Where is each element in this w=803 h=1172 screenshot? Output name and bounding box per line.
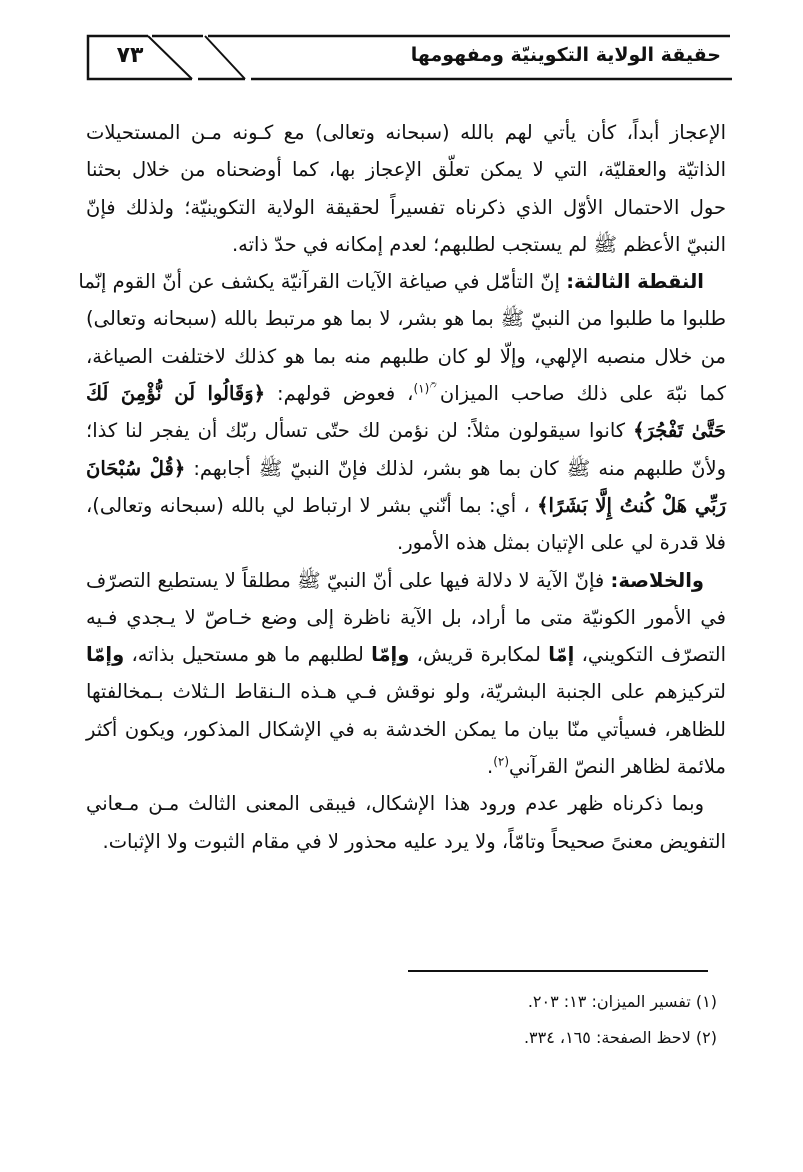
text-span: فإنّ الآية لا دلالة فيها على أنّ النبيّ ﷺ مطلقاً لا يستطيع التصرّف xyxy=(86,568,605,592)
text-span: كانوا سيقولون مثلاً: لن نؤمن لك حتّى تسأل ربّك أن يفجر لنا كذا؛ xyxy=(86,419,626,443)
quran-verse: حَتَّىٰ تَفْجُرَ﴾ xyxy=(633,419,726,443)
quran-verse: رَبِّي هَلْ كُنتُ إِلَّا بَشَرًا﴾ xyxy=(537,493,726,517)
text-line: حول الاحتمال الأوّل الذي ذكرناه تفسيراً لحقيقة الولاية التكوينيّة؛ ولذلك فإنّ xyxy=(86,195,726,219)
text-line: في الأمور الكونيّة متى ما أراد، بل الآية ناظرة إلى وضع خـاصّ لا يـجدي فـيه xyxy=(86,605,726,629)
emphasis: إمّا xyxy=(548,643,575,667)
footnote-1: (١) تفسير الميزان: ١٣: ٢٠٣. xyxy=(527,992,717,1011)
emphasis: وإمّا xyxy=(86,643,125,667)
section-lead: والخلاصة: xyxy=(610,568,705,592)
text-line: الذاتيّة والعقليّة، التي لا يمكن تعلّق الإعجاز بها، كما أوضحناه من خلال بحثنا xyxy=(86,158,726,182)
quran-verse: ﴿وَقَالُوا لَن نُّؤْمِنَ لَكَ xyxy=(86,382,266,406)
text-line: التفويض معنىً صحيحاً وتامّاً، ولا يرد عليه محذور لا في مقام الثبوت ولا الإثبات. xyxy=(102,829,726,853)
text-span: . xyxy=(487,755,494,779)
text-span: لمكابرة قريش، xyxy=(416,643,541,667)
text-line xyxy=(86,412,726,449)
text-line xyxy=(86,450,726,487)
text-line xyxy=(86,375,726,412)
text-line xyxy=(86,748,726,785)
text-line: وبما ذكرناه ظهر عدم ورود هذا الإشكال، فيبقى المعنى الثالث مـن مـعاني xyxy=(86,792,704,816)
text-line: فلا قدرة لي على الإتيان بمثل هذه الأمور. xyxy=(397,531,726,555)
text-line: النبيّ الأعظم ﷺ لم يستجب لطلبهم؛ لعدم إمكانه في حدّ ذاته. xyxy=(231,232,726,256)
text-line xyxy=(86,636,726,673)
text-span: التصرّف التكويني، xyxy=(581,643,726,667)
text-span: ولأنّ طلبهم منه ﷺ كان بما هو بشر، لذلك فإنّ النبيّ ﷺ أجابهم: xyxy=(193,456,726,480)
page-number: ٧٣ xyxy=(116,43,144,68)
body-text xyxy=(78,114,727,860)
text-line xyxy=(86,487,726,524)
text-line: من خلال منصبه الإلهي، وإلّا لو كان طلبهم منه بما هو كذلك لاختلفت الصياغة، xyxy=(86,344,726,368)
quran-verse: ﴿قُلْ سُبْحَانَ xyxy=(86,456,186,480)
text-line xyxy=(86,562,726,599)
paragraph-4 xyxy=(86,785,726,860)
paragraph-3 xyxy=(86,562,726,786)
text-span: لطلبهم ما هو مستحيل بذاته، xyxy=(131,643,364,667)
text-span: كما نبّهَ على ذلك صاحب الميزان ؒ xyxy=(429,382,727,406)
paragraph-1 xyxy=(86,114,726,263)
footnote-separator xyxy=(408,970,708,972)
section-lead: النقطة الثالثة: xyxy=(566,270,704,294)
text-span: ، فعوض قولهم: xyxy=(277,382,414,406)
footnote-2: (٢) لاحظ الصفحة: ١٦٥، ٣٣٤. xyxy=(523,1028,717,1047)
emphasis: وإمّا xyxy=(371,643,410,667)
text-line xyxy=(78,263,726,300)
footnote-ref-1[interactable]: (١) xyxy=(413,381,430,396)
footnotes xyxy=(524,984,717,1056)
text-line: لتركيزهم على الجنبة البشريّة، ولو نوقش فـي هـذه الـنقاط الـثلاث بـمخالفتها xyxy=(86,680,726,704)
text-span: ، أي: بما أنّني بشر لا ارتباط لي بالله (سبحانه وتعالى)، xyxy=(86,493,530,517)
text-span: إنّ التأمّل في صياغة الآيات القرآنيّة يكشف عن أنّ القوم إنّما xyxy=(78,270,560,294)
text-line: الإعجاز أبداً، كأن يأتي لهم بالله (سبحانه وتعالى) مع كـونه مـن المستحيلات xyxy=(86,121,726,144)
text-line: للظاهر، فسيأتي منّا بيان ما يمكن الخدشة به في الإشكال المذكور، ويكون أكثر xyxy=(86,717,726,741)
text-span: ملائمة لظاهر النصّ القرآني xyxy=(509,755,726,779)
paragraph-2 xyxy=(78,263,727,561)
text-line: طلبوا ما طلبوا من النبيّ ﷺ بما هو بشر، لا بما هو مرتبط بالله (سبحانه وتعالى) xyxy=(86,307,726,331)
running-title: حقيقة الولاية التكوينيّة ومفهومها xyxy=(410,44,721,66)
header-diagonal-2 xyxy=(205,36,245,79)
footnote-ref-2[interactable]: (٢) xyxy=(493,754,510,769)
